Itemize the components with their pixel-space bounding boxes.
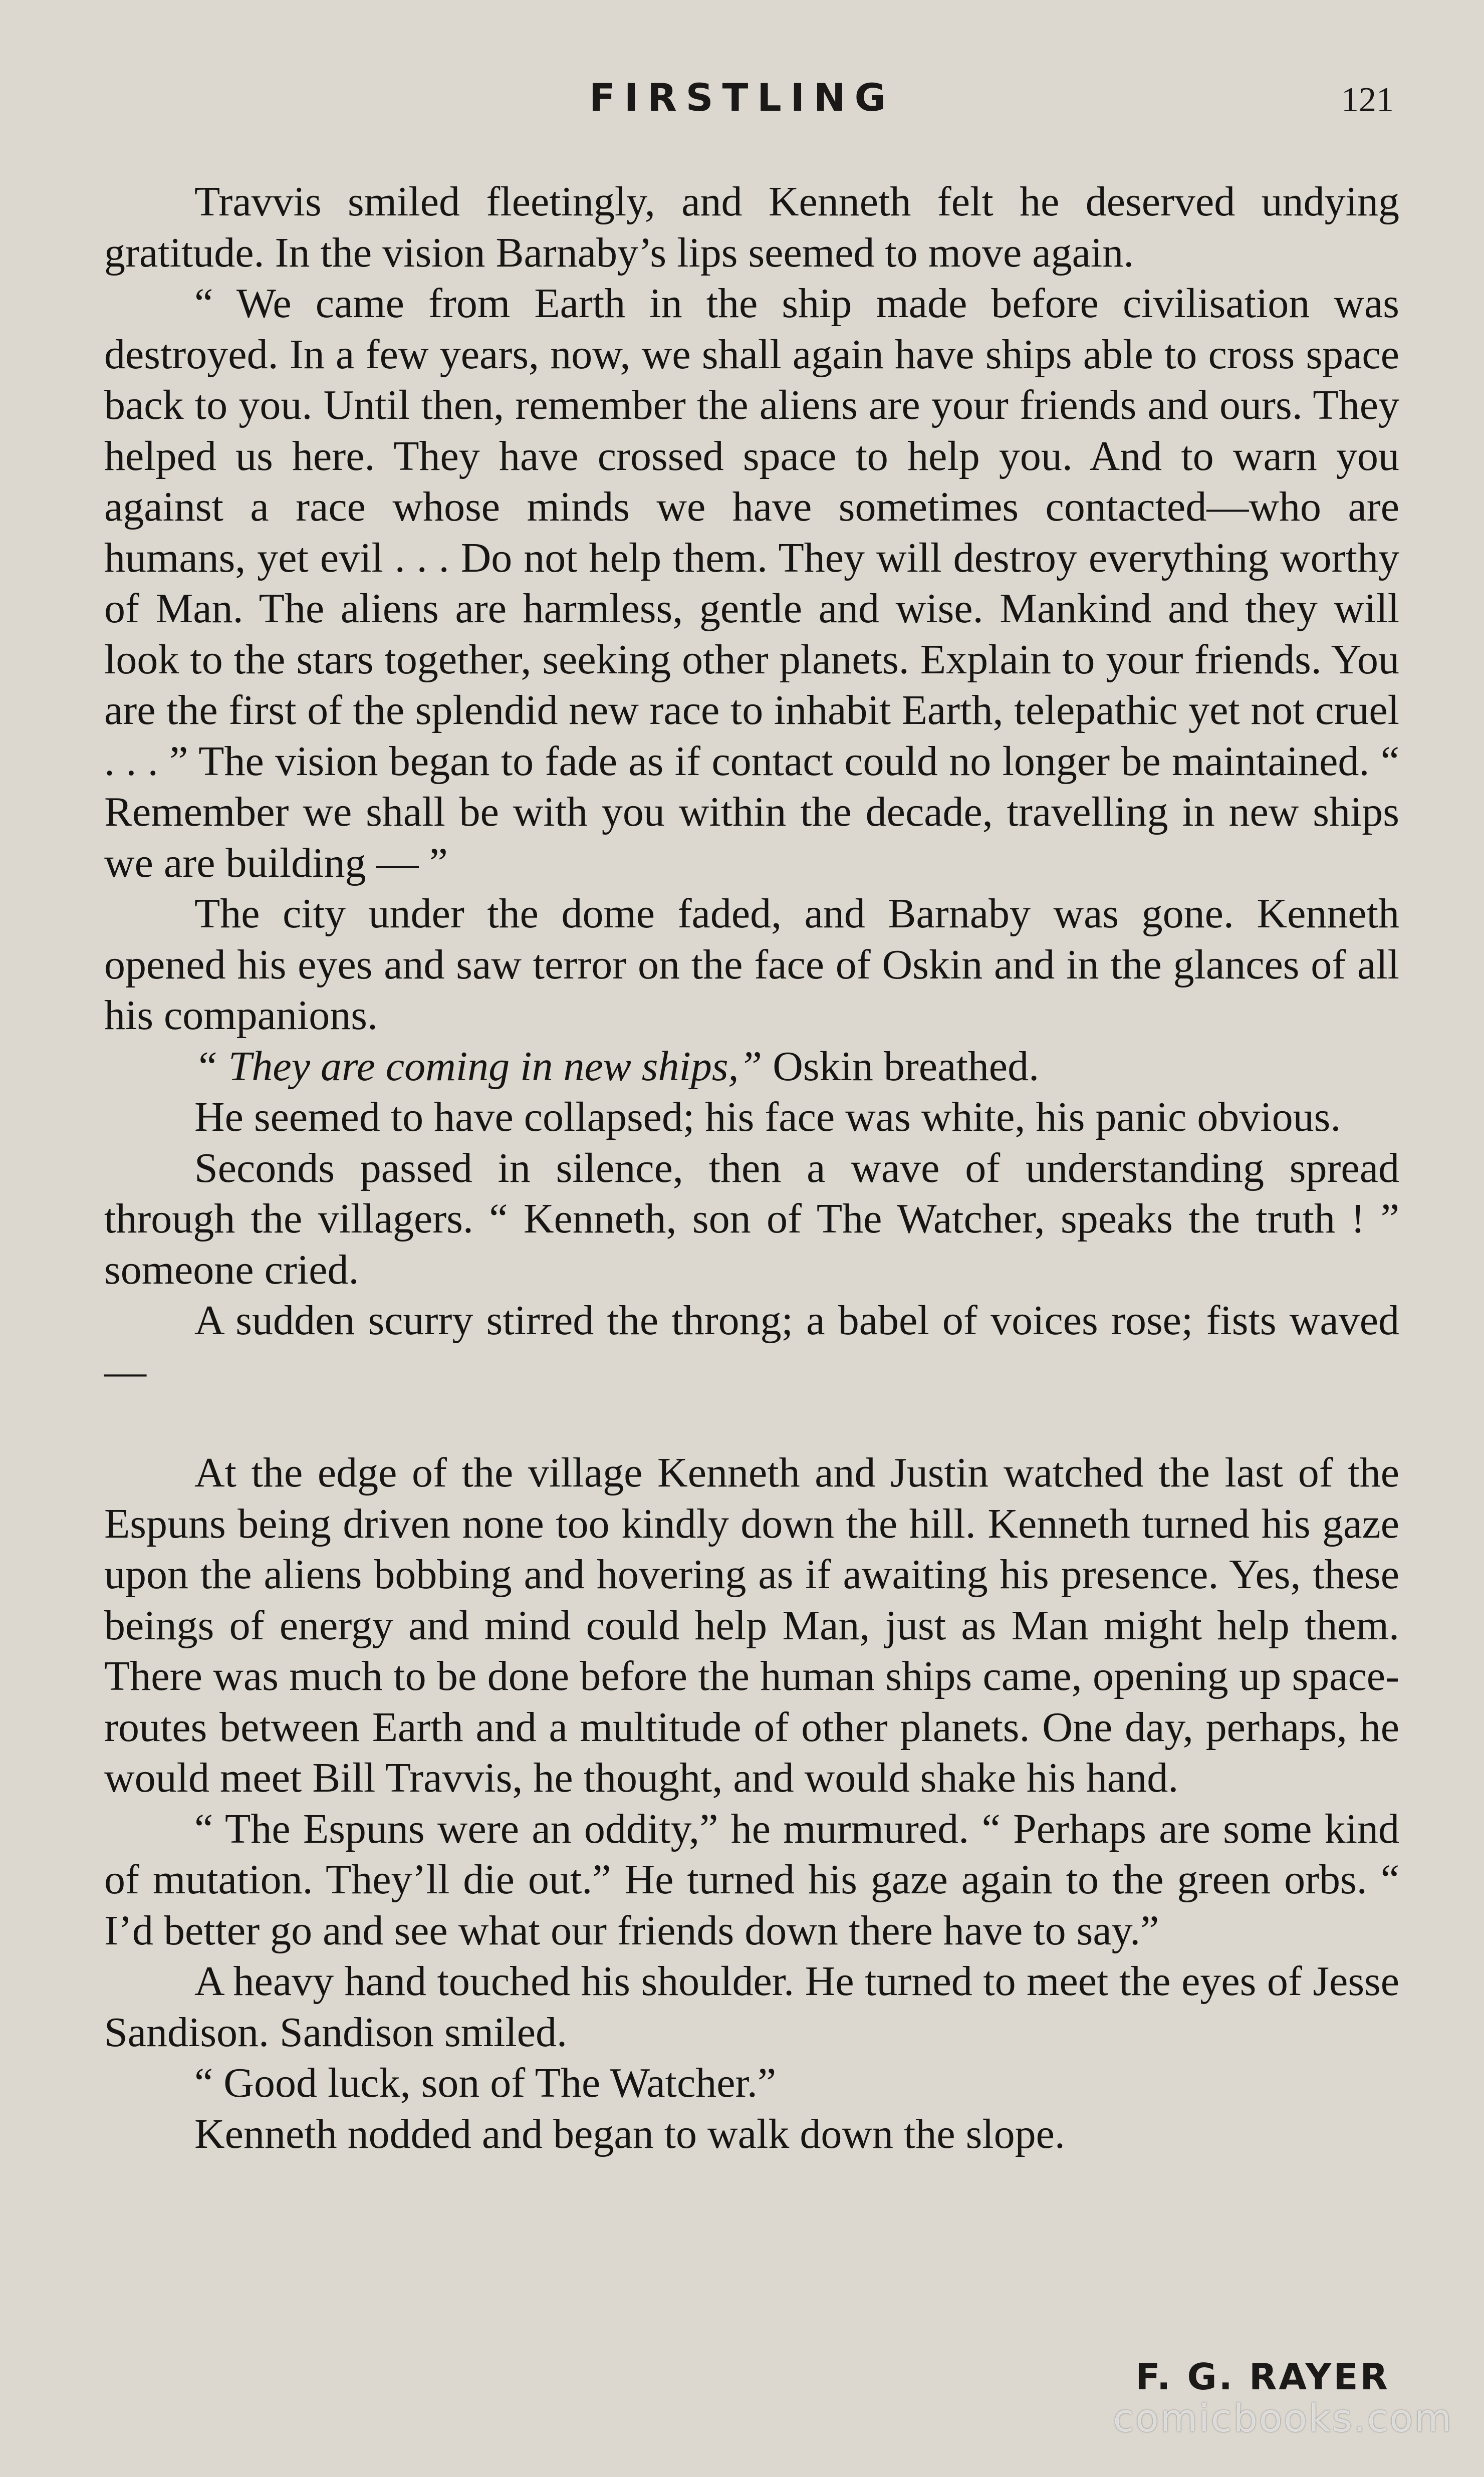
paragraph: Kenneth nodded and began to walk down the slope. bbox=[194, 2110, 1065, 2157]
paragraph: A heavy hand touched his shoulder. He turned to meet the eyes of Jesse Sandison. Sandison smiled. bbox=[104, 1958, 1399, 2056]
running-head-title: FIRSTLING bbox=[589, 75, 895, 120]
paragraph: Seconds passed in silence, then a wave of understanding spread through the villagers. “ Kenneth, son of The Watcher, speaks the truth ! ” someone cried. bbox=[104, 1144, 1399, 1293]
italic-quote: “ They are coming in new ships,” bbox=[194, 1043, 763, 1090]
author-byline: F. G. RAYER bbox=[1135, 2356, 1390, 2398]
paragraph: “ Good luck, son of The Watcher.” bbox=[194, 2060, 777, 2106]
paragraph: At the edge of the village Kenneth and Justin watched the last of the Espuns being driven none too kindly down the hill. Kenneth turned his gaze upon the aliens bobbing and hovering as if awaiting his presence. Yes, these beings of energy and mind could help Man, just as Man might help them. There was much to be done before the human ships came, opening up space-routes between Earth and a multitude of other planets. One day, perhaps, he would meet Bill Travvis, he thought, and would shake his hand. bbox=[104, 1449, 1399, 1801]
paragraph: He seemed to have collapsed; his face was white, his panic obvious. bbox=[194, 1094, 1341, 1140]
story-text bbox=[104, 176, 1399, 2159]
paragraph bbox=[104, 1041, 1399, 1092]
paragraph: “ We came from Earth in the ship made before civilisation was destroyed. In a few years, now, we shall again have ships able to cross space back to you. Until then, remember the aliens are your friends and ours. They helped us here. They have crossed space to help you. And to warn you against a race whose minds we have sometimes contacted—who are humans, yet evil . . . Do not help them. They will destroy everything worthy of Man. The aliens are harmless, gentle and wise. Mankind and they will look to the stars together, seeking other planets. Explain to your friends. You are the first of the splendid new race to inhabit Earth, telepathic yet not cruel . . . ” The vision began to fade as if contact could no longer be maintained. “ Remember we shall be with you within the decade, travelling in new ships we are building — ” bbox=[104, 280, 1399, 886]
paragraph: Travvis smiled fleetingly, and Kenneth felt he deserved undying gratitude. In the vision Barnaby’s lips seemed to move again. bbox=[104, 178, 1399, 276]
paragraph: “ The Espuns were an oddity,” he murmured. “ Perhaps are some kind of mutation. They’ll die out.” He turned his gaze again to the green orbs. “ I’d better go and see what our friends down there have to say.” bbox=[104, 1805, 1399, 1954]
site-watermark: comicbooks.com bbox=[1113, 2396, 1453, 2440]
paragraph: A sudden scurry stirred the throng; a babel of voices rose; fists waved— bbox=[104, 1297, 1399, 1395]
paragraph: The city under the dome faded, and Barnaby was gone. Kenneth opened his eyes and saw terror on the face of Oskin and in the glances of all his companions. bbox=[104, 890, 1399, 1039]
quote-attribution: Oskin breathed. bbox=[762, 1043, 1040, 1090]
page-number: 121 bbox=[1341, 81, 1394, 119]
